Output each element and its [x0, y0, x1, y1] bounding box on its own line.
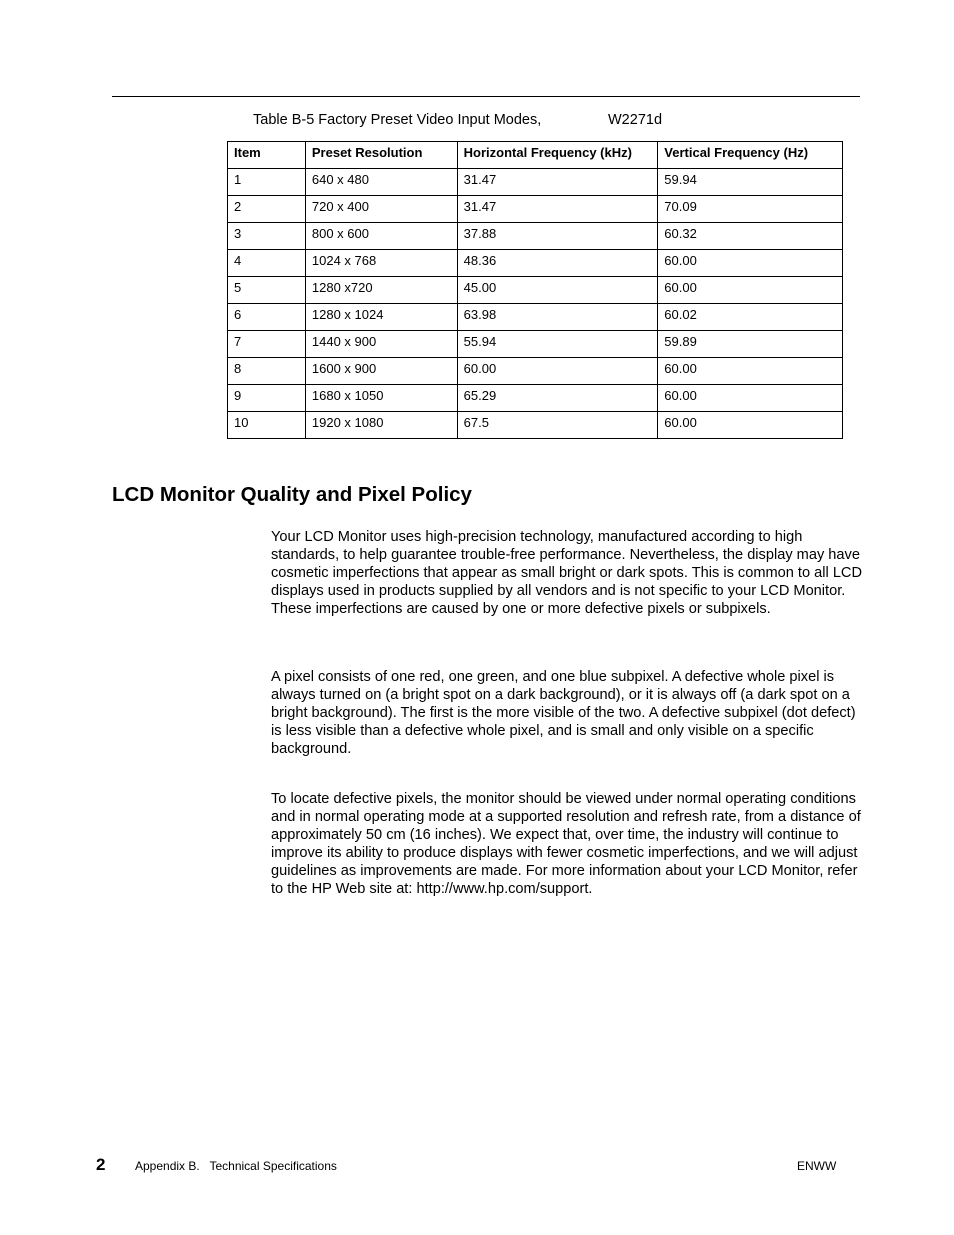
- table-row: [228, 331, 843, 358]
- cell-resolution: 720 x 400: [305, 196, 457, 223]
- cell-vertical-frequency: 60.00: [658, 358, 843, 385]
- cell-horizontal-frequency: 45.00: [457, 277, 658, 304]
- table-caption-text: Table B-5 Factory Preset Video Input Modes,: [253, 112, 542, 128]
- cell-item: 2: [228, 196, 306, 223]
- header-vertical-frequency: Vertical Frequency (Hz): [658, 142, 843, 169]
- footer-code: ENWW: [797, 1159, 837, 1173]
- table-header-row: [228, 142, 843, 169]
- preset-modes-table: [227, 141, 843, 439]
- cell-vertical-frequency: 60.00: [658, 277, 843, 304]
- table-row: [228, 223, 843, 250]
- cell-horizontal-frequency: 60.00: [457, 358, 658, 385]
- cell-vertical-frequency: 60.00: [658, 385, 843, 412]
- section-heading: LCD Monitor Quality and Pixel Policy: [112, 483, 472, 506]
- cell-item: 7: [228, 331, 306, 358]
- cell-horizontal-frequency: 67.5: [457, 412, 658, 439]
- cell-item: 10: [228, 412, 306, 439]
- cell-resolution: 1280 x 1024: [305, 304, 457, 331]
- body-paragraph: Your LCD Monitor uses high-precision technology, manufactured according to high standards, to help guarantee trouble-free performance. Nevertheless, the display may have cosmetic imperfections that appear as small bright or dark spots. This is common to all LCD displays used in products supplied by all vendors and is not specific to your LCD Monitor. These imperfections are caused by one or more defective pixels or subpixels.: [271, 529, 863, 617]
- cell-item: 8: [228, 358, 306, 385]
- table-row: [228, 412, 843, 439]
- table-row: [228, 358, 843, 385]
- cell-horizontal-frequency: 63.98: [457, 304, 658, 331]
- cell-resolution: 800 x 600: [305, 223, 457, 250]
- cell-vertical-frequency: 59.94: [658, 169, 843, 196]
- table-row: [228, 304, 843, 331]
- table-row: [228, 385, 843, 412]
- cell-item: 9: [228, 385, 306, 412]
- cell-resolution: 640 x 480: [305, 169, 457, 196]
- header-rule: [112, 96, 860, 97]
- cell-item: 5: [228, 277, 306, 304]
- table-caption: [253, 112, 663, 128]
- cell-vertical-frequency: 60.32: [658, 223, 843, 250]
- cell-resolution: 1024 x 768: [305, 250, 457, 277]
- cell-vertical-frequency: 60.02: [658, 304, 843, 331]
- table-caption-model: W2271d: [608, 112, 663, 128]
- header-preset-resolution: Preset Resolution: [305, 142, 457, 169]
- cell-vertical-frequency: 59.89: [658, 331, 843, 358]
- cell-horizontal-frequency: 37.88: [457, 223, 658, 250]
- cell-item: 4: [228, 250, 306, 277]
- cell-horizontal-frequency: 31.47: [457, 196, 658, 223]
- cell-resolution: 1920 x 1080: [305, 412, 457, 439]
- cell-resolution: 1600 x 900: [305, 358, 457, 385]
- cell-horizontal-frequency: 55.94: [457, 331, 658, 358]
- header-horizontal-frequency: Horizontal Frequency (kHz): [457, 142, 658, 169]
- cell-resolution: 1280 x720: [305, 277, 457, 304]
- body-paragraph: To locate defective pixels, the monitor should be viewed under normal operating conditions and in normal operating mode at a supported resolution and refresh rate, from a distance of approximately 50 cm (16 inches). We expect that, over time, the industry will continue to improve its ability to produce displays with fewer cosmetic imperfections, and we will adjust guidelines as improvements are made. For more information about your LCD Monitor, refer to the HP Web site at: http://www.hp.com/support.: [271, 791, 861, 897]
- table-row: [228, 250, 843, 277]
- page-number: 2: [96, 1155, 106, 1174]
- table-row: [228, 277, 843, 304]
- cell-vertical-frequency: 60.00: [658, 412, 843, 439]
- cell-vertical-frequency: 60.00: [658, 250, 843, 277]
- table-row: [228, 169, 843, 196]
- cell-item: 6: [228, 304, 306, 331]
- body-paragraph: A pixel consists of one red, one green, and one blue subpixel. A defective whole pixel is always turned on (a bright spot on a dark background), or it is always off (a dark spot on a bright background). The first is the more visible of the two. A defective subpixel (dot defect) is less visible than a defective whole pixel, and is small and only visible on a specific background.: [271, 669, 856, 757]
- cell-resolution: 1680 x 1050: [305, 385, 457, 412]
- header-item: Item: [228, 142, 306, 169]
- cell-item: 1: [228, 169, 306, 196]
- cell-horizontal-frequency: 48.36: [457, 250, 658, 277]
- footer-chapter-title: Appendix B. Technical Specifications: [135, 1159, 337, 1173]
- cell-item: 3: [228, 223, 306, 250]
- cell-horizontal-frequency: 31.47: [457, 169, 658, 196]
- cell-vertical-frequency: 70.09: [658, 196, 843, 223]
- table-row: [228, 196, 843, 223]
- cell-horizontal-frequency: 65.29: [457, 385, 658, 412]
- cell-resolution: 1440 x 900: [305, 331, 457, 358]
